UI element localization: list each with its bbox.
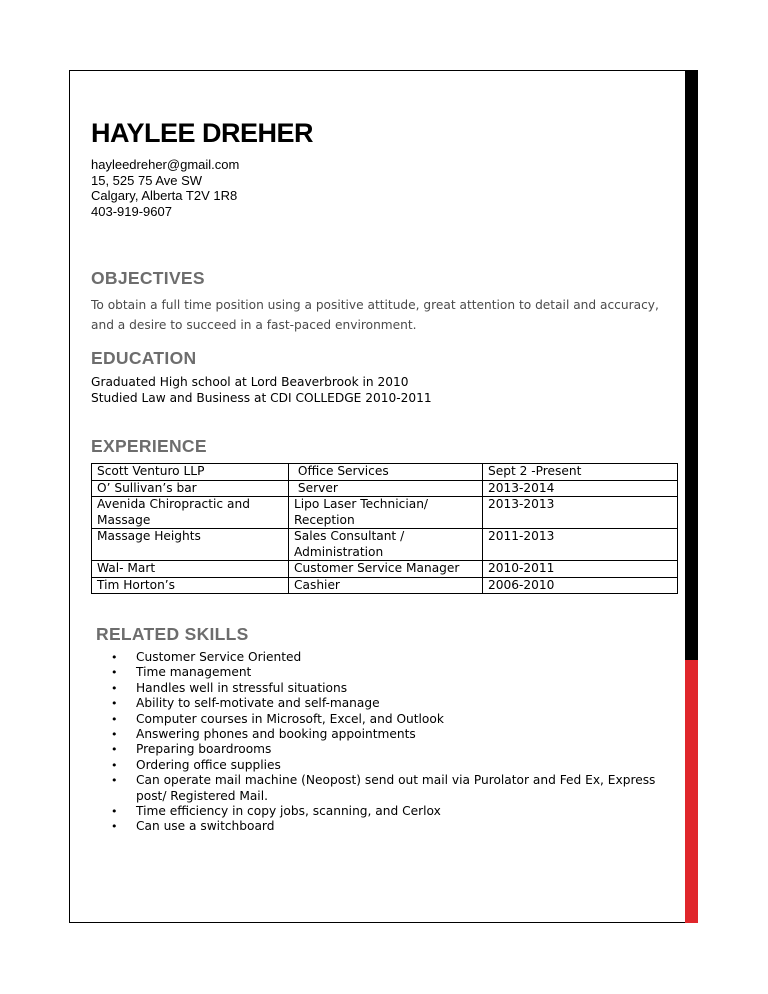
skill-text: Can operate mail machine (Neopost) send out mail via Purolator and Fed Ex, Express post/ Registered Mail. (136, 773, 656, 803)
employer-cell: Avenida Chiropractic and Massage (92, 497, 289, 529)
skill-text: Answering phones and booking appointments (136, 727, 416, 742)
employer-cell: Massage Heights (92, 529, 289, 561)
bullet-icon: • (111, 758, 118, 772)
list-item (108, 804, 688, 819)
list-item (108, 742, 688, 757)
bullet-icon: • (111, 820, 118, 834)
side-bar-black (685, 70, 698, 660)
table-row (92, 577, 678, 594)
list-item (108, 727, 688, 742)
dates-cell: 2011-2013 (483, 529, 678, 561)
skill-text: Time efficiency in copy jobs, scanning, and Cerlox (136, 804, 441, 819)
experience-table (91, 463, 678, 594)
bullet-icon: • (111, 712, 118, 726)
skill-text: Computer courses in Microsoft, Excel, and Outlook (136, 711, 444, 726)
list-item (108, 681, 688, 696)
bullet-icon: • (111, 728, 118, 742)
education-line: Graduated High school at Lord Beaverbrook in 2010 (91, 375, 409, 389)
table-row (92, 561, 678, 578)
bullet-icon: • (111, 697, 118, 711)
bullet-icon: • (111, 666, 118, 680)
role-cell: Office Services (289, 464, 483, 481)
role-cell: Sales Consultant / Administration (289, 529, 483, 561)
objectives-text: To obtain a full time position using a positive attitude, great attention to detail and accuracy, and a desire to succeed in a fast-paced environment. (91, 298, 659, 332)
table-row (92, 480, 678, 497)
employer-cell: Tim Horton’s (92, 577, 289, 594)
list-item (108, 696, 688, 711)
role-cell: Cashier (289, 577, 483, 594)
bullet-icon: • (111, 681, 118, 695)
address-line-1: 15, 525 75 Ave SW (91, 172, 203, 188)
dates-cell: Sept 2 -Present (483, 464, 678, 481)
list-item (108, 650, 688, 665)
objectives-heading: OBJECTIVES (91, 268, 205, 288)
list-item (108, 758, 688, 773)
bullet-icon: • (111, 651, 118, 664)
skill-text: Customer Service Oriented (136, 650, 302, 664)
dates-cell: 2010-2011 (483, 561, 678, 578)
dates-cell: 2013-2014 (483, 480, 678, 497)
list-item (108, 819, 688, 834)
experience-heading: EXPERIENCE (91, 436, 207, 456)
education-heading: EDUCATION (91, 348, 197, 368)
contact-block (91, 157, 239, 219)
role-cell: Customer Service Manager (289, 561, 483, 578)
bullet-icon: • (111, 743, 118, 757)
address-line-2: Calgary, Alberta T2V 1R8 (91, 188, 238, 203)
skill-text: Handles well in stressful situations (136, 680, 348, 695)
skills-heading: RELATED SKILLS (96, 624, 249, 644)
bullet-icon: • (111, 805, 118, 819)
dates-cell: 2006-2010 (483, 577, 678, 594)
table-row (92, 529, 678, 561)
education-block (91, 375, 432, 406)
bullet-icon: • (111, 774, 118, 788)
education-line: Studied Law and Business at CDI COLLEDGE 2010-2011 (91, 390, 432, 405)
employer-cell: O’ Sullivan’s bar (92, 480, 289, 497)
skill-text: Ordering office supplies (136, 757, 281, 772)
email: hayleedreher@gmail.com (91, 157, 240, 172)
skill-text: Preparing boardrooms (136, 742, 272, 757)
list-item (108, 773, 688, 804)
list-item (108, 665, 688, 680)
skill-text: Time management (136, 665, 252, 680)
employer-cell: Wal- Mart (92, 561, 289, 578)
table-row (92, 464, 678, 481)
table-row (92, 497, 678, 529)
skill-text: Ability to self-motivate and self-manage (136, 696, 380, 711)
list-item (108, 712, 688, 727)
role-cell: Lipo Laser Technician/ Reception (289, 497, 483, 529)
skill-text: Can use a switchboard (136, 819, 275, 834)
employer-cell: Scott Venturo LLP (92, 464, 289, 481)
role-cell: Server (289, 480, 483, 497)
phone: 403-919-9607 (91, 203, 172, 219)
skills-list (108, 650, 688, 835)
candidate-name: HAYLEE DREHER (91, 118, 314, 148)
dates-cell: 2013-2013 (483, 497, 678, 529)
